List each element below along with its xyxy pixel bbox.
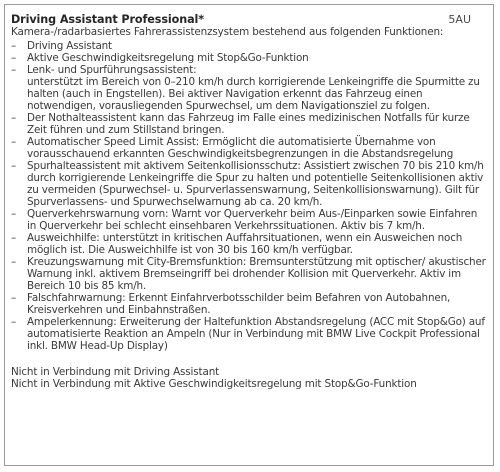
- feature-text: Falschfahrwarnung: Erkennt Einfahrverbotsschilder beim Befahren von Autobahnen, Kreisverkehren und Einbahnstraßen.: [27, 292, 451, 316]
- dash-bullet: –: [11, 112, 17, 124]
- feature-text: Ampelerkennung: Erweiterung der Haltefunktion Abstandsregelung (ACC mit Stop&Go) auf automatisierte Reaktion an Ampeln (Nur in Verbindung mit BMW Live Cockpit Professional inkl. BMW Head-Up Display): [27, 316, 485, 352]
- feature-text: Ausweichhilfe: unterstützt in kritischen Auffahrsituationen, wenn ein Ausweichen noch möglich ist. Die Ausweichhilfe ist von 30 bis 160 km/h verfügbar.: [27, 232, 463, 256]
- restriction-note: Nicht in Verbindung mit Driving Assistant: [11, 366, 220, 378]
- feature-text: Spurhalteassistent mit aktivem Seitenkollisionsschutz: Assistiert zwischen 70 bis 210 km/h durch korrigierende Lenkeingriffe die Spur zu halten und potentielle Seitenkollisionen aktiv zu vermeiden (Spurwechsel- u. Spurverlassenswarnung, Seitenkollisionswarnung). Gilt für Spurverlassens- und Spurwechselwarnung ab ca. 20 km/h.: [27, 160, 484, 208]
- dash-bullet: –: [11, 208, 17, 220]
- feature-item: [11, 112, 487, 136]
- feature-text: Kreuzungswarnung mit City-Bremsfunktion: Bremsunterstützung mit optischer/ akustischer Warnung inkl. aktivem Bremseingriff bei drohender Kollision mit Querverkehr. Aktiv im Bereich 10 bis 85 km/h.: [27, 256, 486, 292]
- feature-text: Querverkehrswarnung vorn: Warnt vor Querverkehr beim Aus-/Einparken sowie Einfahren in Querverkehr bei schlecht einsehbaren Verkehrssituationen. Aktiv bis 7 km/h.: [27, 208, 478, 232]
- feature-text: Aktive Geschwindigkeitsregelung mit Stop&Go-Funktion: [27, 52, 309, 64]
- dash-bullet: –: [11, 40, 17, 52]
- feature-list: [11, 40, 487, 352]
- dash-bullet: –: [11, 232, 17, 244]
- option-title: Driving Assistant Professional*: [11, 13, 205, 26]
- feature-item: [11, 316, 487, 352]
- feature-text: Der Nothalteassistent kann das Fahrzeug im Falle eines medizinischen Notfalls für kurze Zeit führen und zum Stillstand bringen.: [27, 112, 470, 136]
- feature-item: [11, 256, 487, 292]
- feature-item: [11, 160, 487, 208]
- option-description: Kamera-/radarbasiertes Fahrerassistenzsystem bestehend aus folgenden Funktionen:: [11, 26, 444, 38]
- dash-bullet: –: [11, 292, 17, 304]
- feature-item: [11, 136, 487, 160]
- dash-bullet: –: [11, 136, 17, 148]
- restriction-note: Nicht in Verbindung mit Aktive Geschwindigkeitsregelung mit Stop&Go-Funktion: [11, 378, 417, 390]
- feature-item: [11, 52, 487, 64]
- option-panel: [4, 4, 494, 466]
- dash-bullet: –: [11, 160, 17, 172]
- dash-bullet: –: [11, 316, 17, 328]
- feature-text: Lenk- und Spurführungsassistent: unterstützt im Bereich von 0–210 km/h durch korrigierende Lenkeingriffe die Spurmitte zu halten (auch in Engstellen). Bei aktiver Navigation erkennt das Fahrzeug einen notwendigen, vorausliegenden Spurwechsel, um dem Navigationsziel zu folgen.: [27, 64, 480, 112]
- dash-bullet: –: [11, 64, 17, 76]
- feature-item: [11, 292, 487, 316]
- option-header: [11, 13, 487, 26]
- option-code: 5AU: [448, 13, 471, 26]
- feature-item: [11, 232, 487, 256]
- feature-text: Automatischer Speed Limit Assist: Ermöglicht die automatisierte Übernahme von vorausschauend erkannten Geschwindigkeitsbegrenzungen in die Abstandsregelung: [27, 136, 454, 160]
- dash-bullet: –: [11, 52, 17, 64]
- dash-bullet: –: [11, 256, 17, 268]
- feature-text: Driving Assistant: [27, 40, 112, 52]
- notes-section: [11, 366, 487, 390]
- feature-item: [11, 40, 487, 52]
- feature-item: [11, 64, 487, 112]
- feature-item: [11, 208, 487, 232]
